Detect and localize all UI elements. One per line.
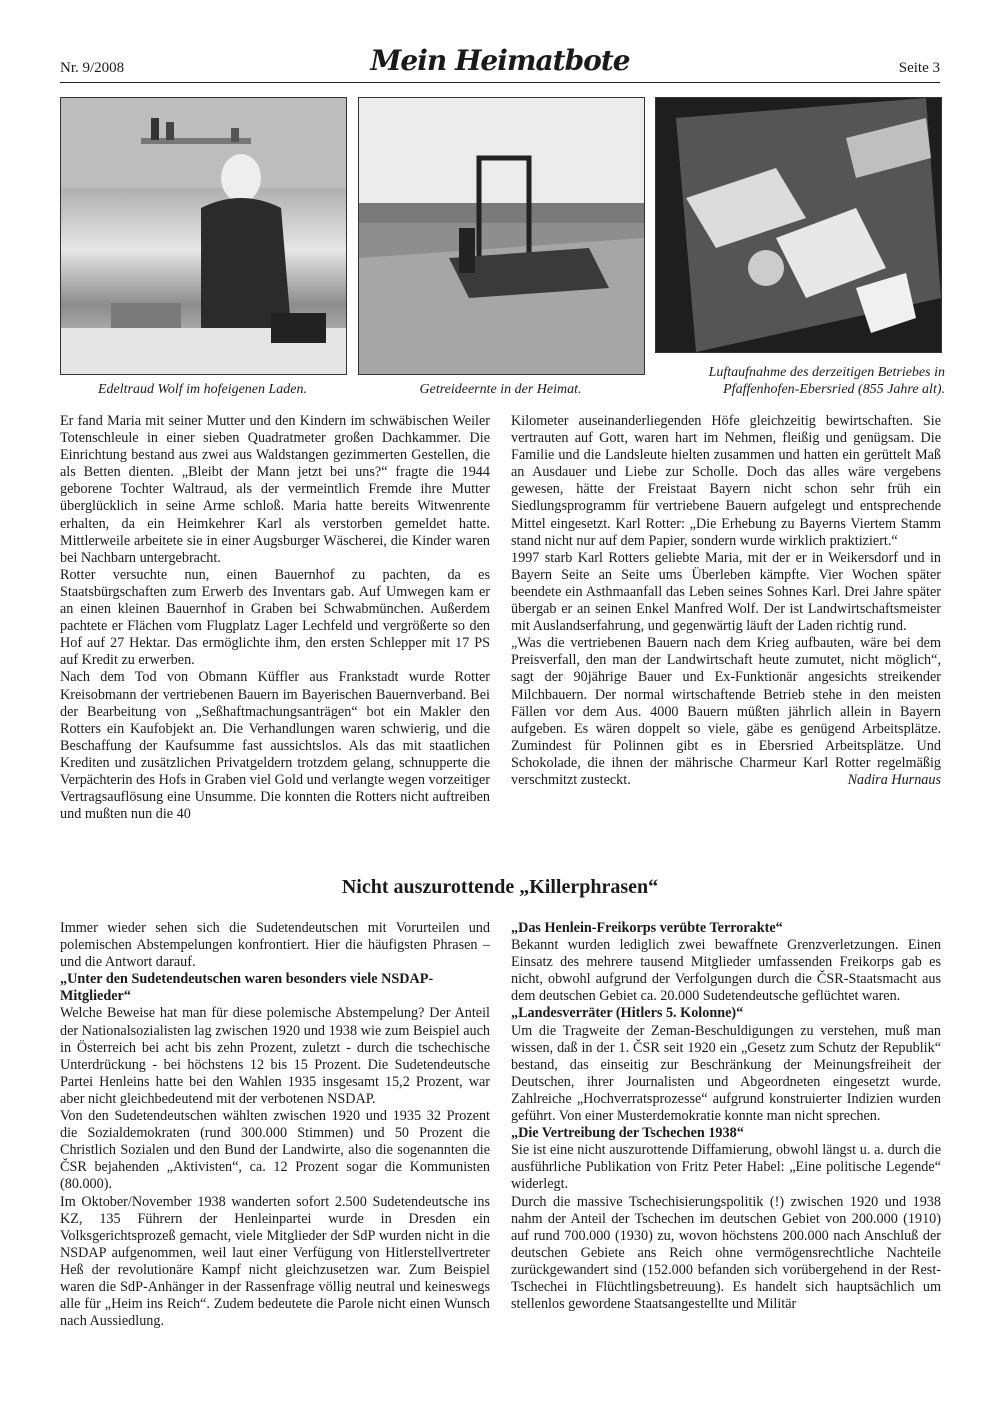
page-header bbox=[60, 44, 940, 83]
paragraph: Rotter versuchte nun, einen Bauernhof zu pachten, da es Staatsbürgschaften zum Erwerb des Inventars gab. Auf Umwegen kam er an einen kleinen Bauernhof in Graben bei Schwabmünchen. Außerdem pachtete er Flächen vom Flugplatz Lager Lechfeld und vergrößerte so den Hof auf 27 Hektar. Das ermöglichte ihm, den ersten Schlepper mit 17 PS auf Kredit zu erwerben. bbox=[60, 566, 490, 669]
paragraph: Welche Beweise hat man für diese polemische Abstempelung? Der Anteil der Nationalsozialisten lag zwischen 1920 und 1938 wie zum Beispiel auch in Österreich bei acht bis zehn Prozent, zuletzt - durch die tschechische Unterdrückung - bei höchstens 12 bis 15 Prozent. Die Sudetendeutsche Partei Henleins hatte bei den Wahlen 1935 insgesamt 15,2 Prozent, war aber nicht gleichbedeutend mit der verbotenen NSDAP. bbox=[60, 1005, 490, 1107]
article2-title: Nicht auszurottende „Killerphrasen“ bbox=[341, 876, 659, 898]
paragraph: Immer wieder sehen sich die Sudetendeutschen mit Vorurteilen und polemischen Abstempelungen konfrontiert. Hier die häufigsten Phrasen – und die Antwort darauf. bbox=[60, 920, 490, 971]
paragraph: 1997 starb Karl Rotters geliebte Maria, mit der er in Weikersdorf und in Bayern Seite an Seite ums Überleben kämpfte. Vier Wochen später beendete ein Asthmaanfall das Leben seines Sohnes Karl. Drei Jahre später übergab er an seinen Enkel Manfred Wolf. Der ist Landwirtschaftsmeister mit Auslandserfahrung, und gegenwärtig läuft der Laden richtig rund. bbox=[511, 549, 941, 635]
page-number: Seite 3 bbox=[898, 60, 940, 76]
photo-harvest bbox=[358, 97, 645, 375]
article1-right-column bbox=[511, 413, 941, 789]
harvest-scene-image bbox=[359, 98, 644, 374]
aerial-farm-image bbox=[656, 98, 941, 352]
article2-left-column bbox=[60, 920, 490, 1330]
photo-caption-harvest: Getreideernte in der Heimat. bbox=[419, 382, 582, 397]
section-heading: „Das Henlein-Freikorps verübte Terrorakte“ bbox=[511, 920, 783, 936]
section-heading: „Die Vertreibung der Tschechen 1938“ bbox=[511, 1125, 744, 1142]
photo-aerial bbox=[655, 97, 942, 353]
paragraph: Er fand Maria mit seiner Mutter und den Kindern im schwäbischen Weiler Totenschleule in einer sieben Quadratmeter großen Dachkammer. Die Einrichtung bestand aus zwei aus Waldstangen gezimmerten Gestellen, die als Betten dienten. „Bleibt der Mann jetzt bei uns?“ fragte die 1944 geborene Tochter Waltraud, als der vermeintlich Fremde ihre Mutter überglücklich in seine Arme schloß. Maria hatte bereits Witwenrente erhalten, da ein Heimkehrer Karl als verstorben gemeldet hatte. Mittlerweile arbeitete sie in einer Augsburger Wäscherei, die Kinder waren bei Nachbarn untergebracht. bbox=[60, 413, 490, 566]
paragraph: Um die Tragweite der Zeman-Beschuldigungen zu verstehen, muß man wissen, daß in der 1. ČSR seit 1920 ein „Gesetz zum Schutz der Republik“ bestand, das einseitig zur Beschränkung der Meinungsfreiheit der Deutschen, ihrer Journalisten und Abgeordneten eingesetzt wurde. Zahlreiche „Hochverratsprozesse“ aufgrund konstruierter Indizien wurden geführt. Von einer Musterdemokratie konnte man nicht sprechen. bbox=[511, 1022, 941, 1125]
paragraph-text: „Was die vertriebenen Bauern nach dem Krieg aufbauten, wäre bei dem Preisverfall, den man der Landwirtschaft heute zumutet, nicht möglich“, sagt der 90jährige Bauer und Ex-Funktionär angesichts streikender Milchbauern. Der normal wirtschaftende Betrieb stehe in den meisten Fällen vor dem Aus. 4000 Bauern müßten jährlich allein in Bayern aufgeben. Es wären doppelt so viele, gäbe es genügend Arbeitsplätze. Zumindest für Polinnen gibt es in Ebersried Arbeitsplätze. Und Schokolade, die ihnen der mährische Charmeur Karl Rotter regelmäßig verschmitzt zusteckt. bbox=[511, 635, 941, 788]
article1-left-column bbox=[60, 413, 490, 823]
paragraph bbox=[511, 635, 941, 789]
paragraph: Im Oktober/November 1938 wanderten sofort 2.500 Sudetendeutsche ins KZ, 135 Führern der Henleinpartei wurde in Dresden ein Volksgerichtsprozeß gemacht, viele Mitglieder der SdP wurden nicht in die NSDAP aufgenommen, weil laut einer Verfügung von Hitlerstellvertreter Heß der revolutionäre Kampf nicht gleichzusetzen war. Zum Beispiel waren die SdP-Anhänger in der Rassenfrage völlig neutral und keineswegs alle für „Heim ins Reich“. Zudem bedeutete die Parole nicht einen Wunsch nach Aussiedlung. bbox=[60, 1193, 490, 1330]
photo-caption-aerial: Luftaufnahme des derzeitigen Betriebes in Pfaffenhofen-Ebersried (855 Jahre alt). bbox=[708, 365, 945, 397]
paragraph: Sie ist eine nicht auszurottende Diffamierung, obwohl längst u. a. durch die ausführliche Publikation von Fritz Peter Habel: „Eine politische Legende“ widerlegt. bbox=[511, 1142, 941, 1193]
photo-caption-shop: Edeltraud Wolf im hofeigenen Laden. bbox=[97, 382, 308, 397]
section-heading: „Landesverräter (Hitlers 5. Kolonne)“ bbox=[511, 1005, 744, 1022]
author: Nadira Hurnaus bbox=[847, 771, 941, 788]
shop-scene-image bbox=[61, 98, 346, 374]
issue-number: Nr. 9/2008 bbox=[60, 60, 125, 76]
paragraph: Von den Sudetendeutschen wählten zwischen 1920 und 1935 32 Prozent die Sozialdemokraten (rund 300.000 Stimmen) und 50 Prozent die Christlich Sozialen und den Bund der Landwirte, also die sogenannten die ČSR bejahenden „Aktivisten“, ca. 12 Prozent sogar die Kommunisten (80.000). bbox=[60, 1108, 490, 1193]
paragraph: Nach dem Tod von Obmann Küffler aus Frankstadt wurde Rotter Kreisobmann der vertriebenen Bauern im Bayerischen Bauernverband. Bei der Bearbeitung von „Seßhaftmachungsanträgen“ bot ein Makler den Rotters ein Kaufobjekt an. Die Verhandlungen waren schwierig, und die Beschaffung der Kaufsumme fast aussichtslos. Als das mit staatlichen Krediten und zusätzlichen Privatgeldern trotzdem gelang, schnupperte die Verpächterin des Hofs in Graben viel Gold und verlangte wegen vorzeitiger Vertragsauflösung eine Unsumme. Die konnten die Rotters nicht auftreiben und mußten nun die 40 bbox=[60, 669, 490, 823]
newspaper-logo: Mein Heimatbote bbox=[370, 44, 630, 77]
photo-shop bbox=[60, 97, 347, 375]
paragraph: Durch die massive Tschechisierungspolitik (!) zwischen 1920 und 1938 nahm der Anteil der Tschechen im deutschen Gebiet von 200.000 (1910) auf rund 700.000 (1930) zu, wovon höchstens 200.000 nach Anschluß der deutschen Gebiete ans Reich ohne vermögensrechtliche Nachteile zurückgewandert sind (152.000 befanden sich vorübergehend in der Rest-Tschechei in Flüchtlingsbetreuung). Es handelt sich hauptsächlich um stellenlos gewordene Staatsangestellte und Militär bbox=[511, 1193, 941, 1313]
section-heading: „Unter den Sudetendeutschen waren besonders viele NSDAP-Mitglieder“ bbox=[60, 971, 434, 1005]
article2-right-column bbox=[511, 920, 941, 1313]
paragraph: Kilometer auseinanderliegenden Höfe gleichzeitig bewirtschaften. Sie vertrauten auf Gott, waren hart im Nehmen, fleißig und genügsam. Die Familie und die Landsleute hielten zusammen und hatten ein gerüttelt Maß an Ausdauer und Liebe zur Scholle. Doch das alles wäre vergebens gewesen, hätte der Freistaat Bayern nicht schon sehr früh ein Siedlungsprogramm für vertriebene Bauern aufgelegt und entsprechende Mittel eingesetzt. Karl Rotter: „Die Erhebung zu Bayerns Viertem Stamm stand nicht nur auf dem Papier, sondern wurde wirklich praktiziert.“ bbox=[511, 413, 941, 549]
paragraph: Bekannt wurden lediglich zwei bewaffnete Grenzverletzungen. Einen Einsatz des mehrere tausend Mitglieder umfassenden Freikorps gab es nicht, obwohl aufgrund der Verfolgungen durch die ČSR-Staatsmacht aus dem deutschen Gebiet ca. 20.000 Sudetendeutsche geflüchtet waren. bbox=[511, 937, 941, 1005]
